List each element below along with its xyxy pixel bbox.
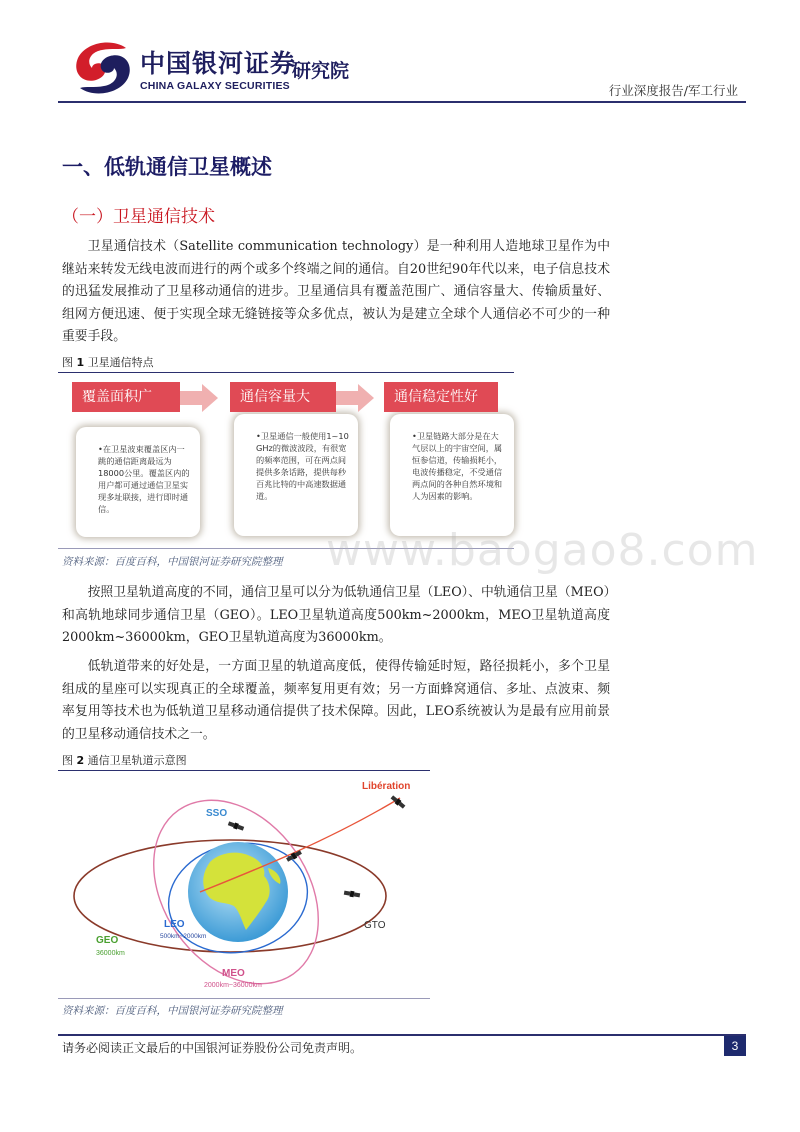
galaxy-logo-icon <box>72 40 134 96</box>
feature-box-capacity <box>234 414 358 536</box>
paragraph-2: 按照卫星轨道高度的不同，通信卫星可以分为低轨通信卫星（LEO）、中轨通信卫星（MEO）和高轨地球同步通信卫星（GEO）。LEO卫星轨道高度500km~2000km，MEO卫星轨道高度2000km~36000km，GEO卫星轨道高度为36000km。 <box>62 585 610 645</box>
subsection-heading: （一）卫星通信技术 <box>62 207 215 227</box>
figure-1-prefix: 图 <box>62 356 73 369</box>
label-geo: GEO <box>96 935 119 946</box>
label-meo-range: 2000km~36000km <box>204 982 262 989</box>
figure-1-title: 卫星通信特点 <box>87 356 154 369</box>
feature-text-coverage: •在卫星波束覆盖区内一跳的通信距离最远为18000公里。覆盖区内的用户都可通过通信卫星实现多址联接，进行即时通信。 <box>98 444 190 514</box>
figure-2-source: 资料来源：百度百科，中国银河证券研究院整理 <box>62 1005 283 1017</box>
feature-title-capacity: 通信容量大 <box>230 382 336 412</box>
label-liberation: Libération <box>362 781 411 792</box>
logo-company-name: 中国银河证券 <box>140 49 297 78</box>
label-leo: LEO <box>164 919 185 930</box>
satellite-icon <box>344 890 361 899</box>
figure-1-number: 1 <box>76 356 85 369</box>
figure-2-number: 2 <box>76 754 85 767</box>
feature-box-coverage <box>76 427 200 537</box>
figure-2-title: 通信卫星轨道示意图 <box>87 754 187 767</box>
figure-2-top-rule <box>58 770 430 771</box>
logo-english-name: CHINA GALAXY SECURITIES <box>140 80 290 92</box>
figure-2-caption <box>62 752 187 768</box>
paragraph-3: 低轨道带来的好处是，一方面卫星的轨道高度低，使得传输延时短，路径损耗小，多个卫星组成的星座可以实现真正的全球覆盖，频率复用更有效；另一方面蜂窝通信、多址、点波束、频率复用等技术也为低轨道卫星移动通信提供了技术保障。因此，LEO系统被认为是最有应用前景的卫星移动通信技术之一。 <box>62 659 610 742</box>
section-heading: 一、低轨通信卫星概述 <box>62 155 272 179</box>
feature-box-stability <box>390 414 514 536</box>
report-type: 行业深度报告/军工行业 <box>608 83 738 98</box>
figure-1-top-rule <box>58 372 514 373</box>
arrow-right-icon <box>180 384 220 412</box>
label-geo-range: 36000km <box>96 950 125 957</box>
header-rule <box>58 101 746 103</box>
footer-rule <box>58 1034 746 1036</box>
label-leo-range: 500km~2000km <box>160 933 207 940</box>
feature-title-coverage: 覆盖面积广 <box>72 382 180 412</box>
page-number: 3 <box>724 1036 746 1056</box>
logo-institute: 研究院 <box>292 60 350 82</box>
satellite-icon <box>227 820 244 831</box>
figure-1-caption <box>62 354 154 370</box>
feature-title-stability: 通信稳定性好 <box>384 382 498 412</box>
feature-text-stability: •卫星链路大部分是在大气层以上的宇宙空间，属恒参信道，传输损耗小，电波传播稳定，不受通信两点间的各种自然环境和人为因素的影响。 <box>412 431 503 501</box>
figure-1-source: 资料来源：百度百科，中国银河证券研究院整理 <box>62 556 283 568</box>
arrow-right-icon <box>336 384 376 412</box>
paragraph-1: 卫星通信技术（Satellite communication technology）是一种利用人造地球卫星作为中继站来转发无线电波而进行的两个或多个终端之间的通信。自20世纪90年代以来，电子信息技术的迅猛发展推动了卫星移动通信的进步。卫星通信具有覆盖范围广、通信容量大、传输质量好、组网方便迅速、便于实现全球无缝链接等众多优点，被认为是建立全球个人通信必不可少的一种重要手段。 <box>62 239 610 344</box>
label-gto: GTO <box>364 920 386 931</box>
label-meo: MEO <box>222 968 245 979</box>
figure-2-prefix: 图 <box>62 754 73 767</box>
figure-2-bottom-rule <box>58 998 430 999</box>
watermark: www.baogao8.com <box>326 525 759 576</box>
label-sso: SSO <box>206 808 228 819</box>
feature-text-capacity: •卫星通信一般使用1~10 GHz的微波波段，有很宽的频率范围，可在两点间提供多条话路，提供每秒百兆比特的中高速数据通道。 <box>256 431 349 501</box>
orbit-diagram <box>60 772 430 996</box>
footer-disclaimer: 请务必阅读正文最后的中国银河证券股份公司免责声明。 <box>62 1041 363 1055</box>
